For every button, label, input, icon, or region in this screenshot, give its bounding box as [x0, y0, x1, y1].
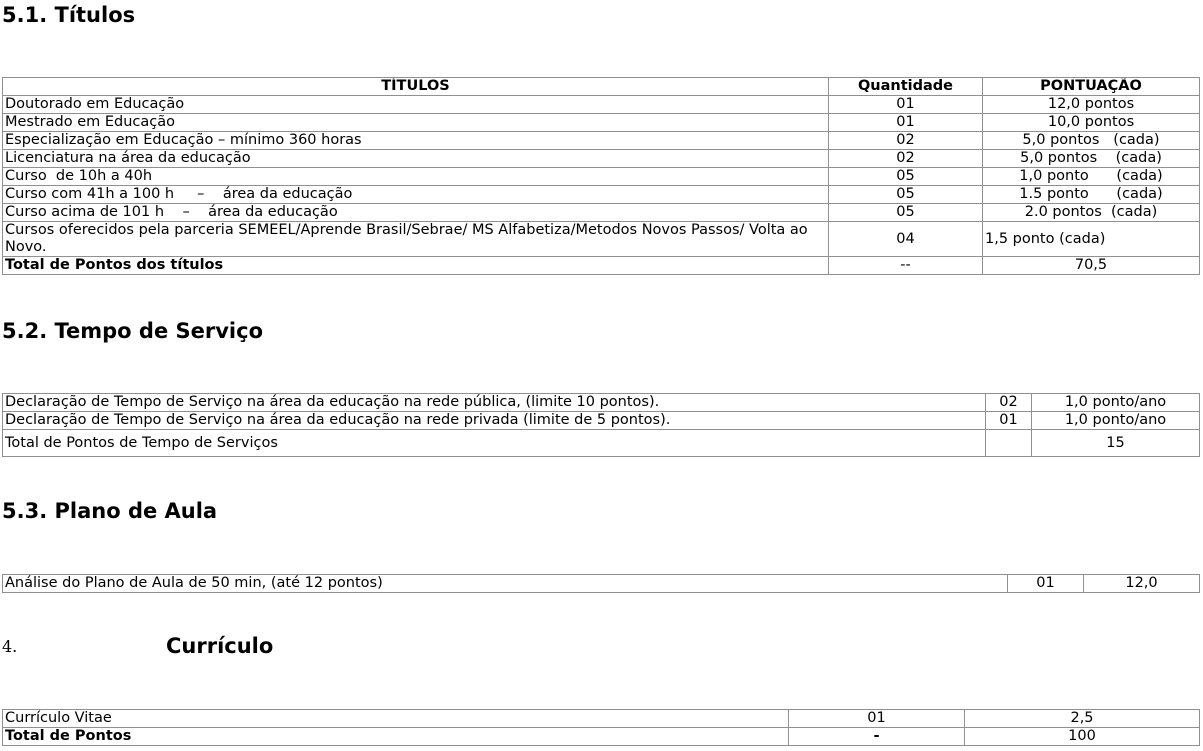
table-total-row: [3, 430, 1200, 457]
quantidade-cell: 01: [829, 114, 983, 132]
header-pontuacao: PONTUAÇÃO: [983, 78, 1200, 96]
quantidade-cell: 05: [829, 168, 983, 186]
plano-aula-table: [2, 574, 1200, 593]
pontuacao-cell: 2.0 pontos (cada): [983, 204, 1200, 222]
quantidade-cell: 04: [829, 222, 983, 257]
table-row: [3, 222, 1200, 257]
titulo-cell: Curso com 41h a 100 h – área da educação: [3, 186, 829, 204]
tempo-servico-table: [2, 393, 1200, 457]
table-row: [3, 96, 1200, 114]
descricao-cell: Declaração de Tempo de Serviço na área da educação na rede pública, (limite 10 pontos).: [3, 394, 986, 412]
section-title-titulos: 5.1. Títulos: [2, 3, 136, 27]
quantidade-cell: 02: [829, 150, 983, 168]
table-row: [3, 132, 1200, 150]
pontuacao-cell: 12,0 pontos: [983, 96, 1200, 114]
pontuacao-cell: 12,0: [1084, 575, 1200, 593]
table-total-row: [3, 257, 1200, 275]
titulo-cell: Cursos oferecidos pela parceria SEMEEL/Aprende Brasil/Sebrae/ MS Alfabetiza/Metodos Novos Passos/ Volta ao Novo.: [3, 222, 829, 257]
pontuacao-cell: 1,0 ponto/ano: [1032, 412, 1200, 430]
table-row: [3, 412, 1200, 430]
quantidade-cell: 05: [829, 186, 983, 204]
table-row: [3, 186, 1200, 204]
table-total-row: [3, 728, 1200, 746]
table-row: [3, 204, 1200, 222]
total-pontuacao: 70,5: [983, 257, 1200, 275]
titulo-cell: Especialização em Educação – mínimo 360 horas: [3, 132, 829, 150]
section-title-tempo-servico: 5.2. Tempo de Serviço: [2, 319, 263, 343]
pontuacao-cell: 5,0 pontos (cada): [983, 132, 1200, 150]
table-row: [3, 575, 1200, 593]
titulo-cell: Curso de 10h a 40h: [3, 168, 829, 186]
descricao-cell: Análise do Plano de Aula de 50 min, (até 12 pontos): [3, 575, 1008, 593]
pontuacao-cell: 1.5 ponto (cada): [983, 186, 1200, 204]
titulo-cell: Curso acima de 101 h – área da educação: [3, 204, 829, 222]
pontuacao-cell: 1,0 ponto (cada): [983, 168, 1200, 186]
table-row: [3, 710, 1200, 728]
titulo-cell: Doutorado em Educação: [3, 96, 829, 114]
quantidade-cell: 05: [829, 204, 983, 222]
descricao-cell: Declaração de Tempo de Serviço na área da educação na rede privada (limite de 5 pontos).: [3, 412, 986, 430]
curriculo-table: [2, 709, 1200, 746]
pontuacao-cell: 1,5 ponto (cada): [983, 222, 1200, 257]
descricao-cell: Currículo Vitae: [3, 710, 789, 728]
table-row: [3, 114, 1200, 132]
table-row: [3, 394, 1200, 412]
header-quantidade: Quantidade: [829, 78, 983, 96]
section-title-curriculo: Currículo: [166, 634, 274, 658]
titulos-table: [2, 77, 1200, 275]
table-header-row: [3, 78, 1200, 96]
table-row: [3, 150, 1200, 168]
total-quantidade: [986, 430, 1032, 457]
pontuacao-cell: 1,0 ponto/ano: [1032, 394, 1200, 412]
table-row: [3, 168, 1200, 186]
quantidade-cell: 01: [789, 710, 965, 728]
titulo-cell: Mestrado em Educação: [3, 114, 829, 132]
header-titulos: TÍTULOS: [3, 78, 829, 96]
total-label: Total de Pontos: [3, 728, 789, 746]
total-label: Total de Pontos dos títulos: [3, 257, 829, 275]
pontuacao-cell: 10,0 pontos: [983, 114, 1200, 132]
total-quantidade: -: [789, 728, 965, 746]
pontuacao-cell: 5,0 pontos (cada): [983, 150, 1200, 168]
quantidade-cell: 02: [986, 394, 1032, 412]
quantidade-cell: 01: [1008, 575, 1084, 593]
titulo-cell: Licenciatura na área da educação: [3, 150, 829, 168]
quantidade-cell: 01: [986, 412, 1032, 430]
section-title-plano-aula: 5.3. Plano de Aula: [2, 499, 218, 523]
pontuacao-cell: 2,5: [965, 710, 1200, 728]
total-pontuacao: 15: [1032, 430, 1200, 457]
quantidade-cell: 01: [829, 96, 983, 114]
total-label: Total de Pontos de Tempo de Serviços: [3, 430, 986, 457]
quantidade-cell: 02: [829, 132, 983, 150]
total-quantidade: --: [829, 257, 983, 275]
section-number: 4.: [2, 637, 18, 656]
total-pontuacao: 100: [965, 728, 1200, 746]
